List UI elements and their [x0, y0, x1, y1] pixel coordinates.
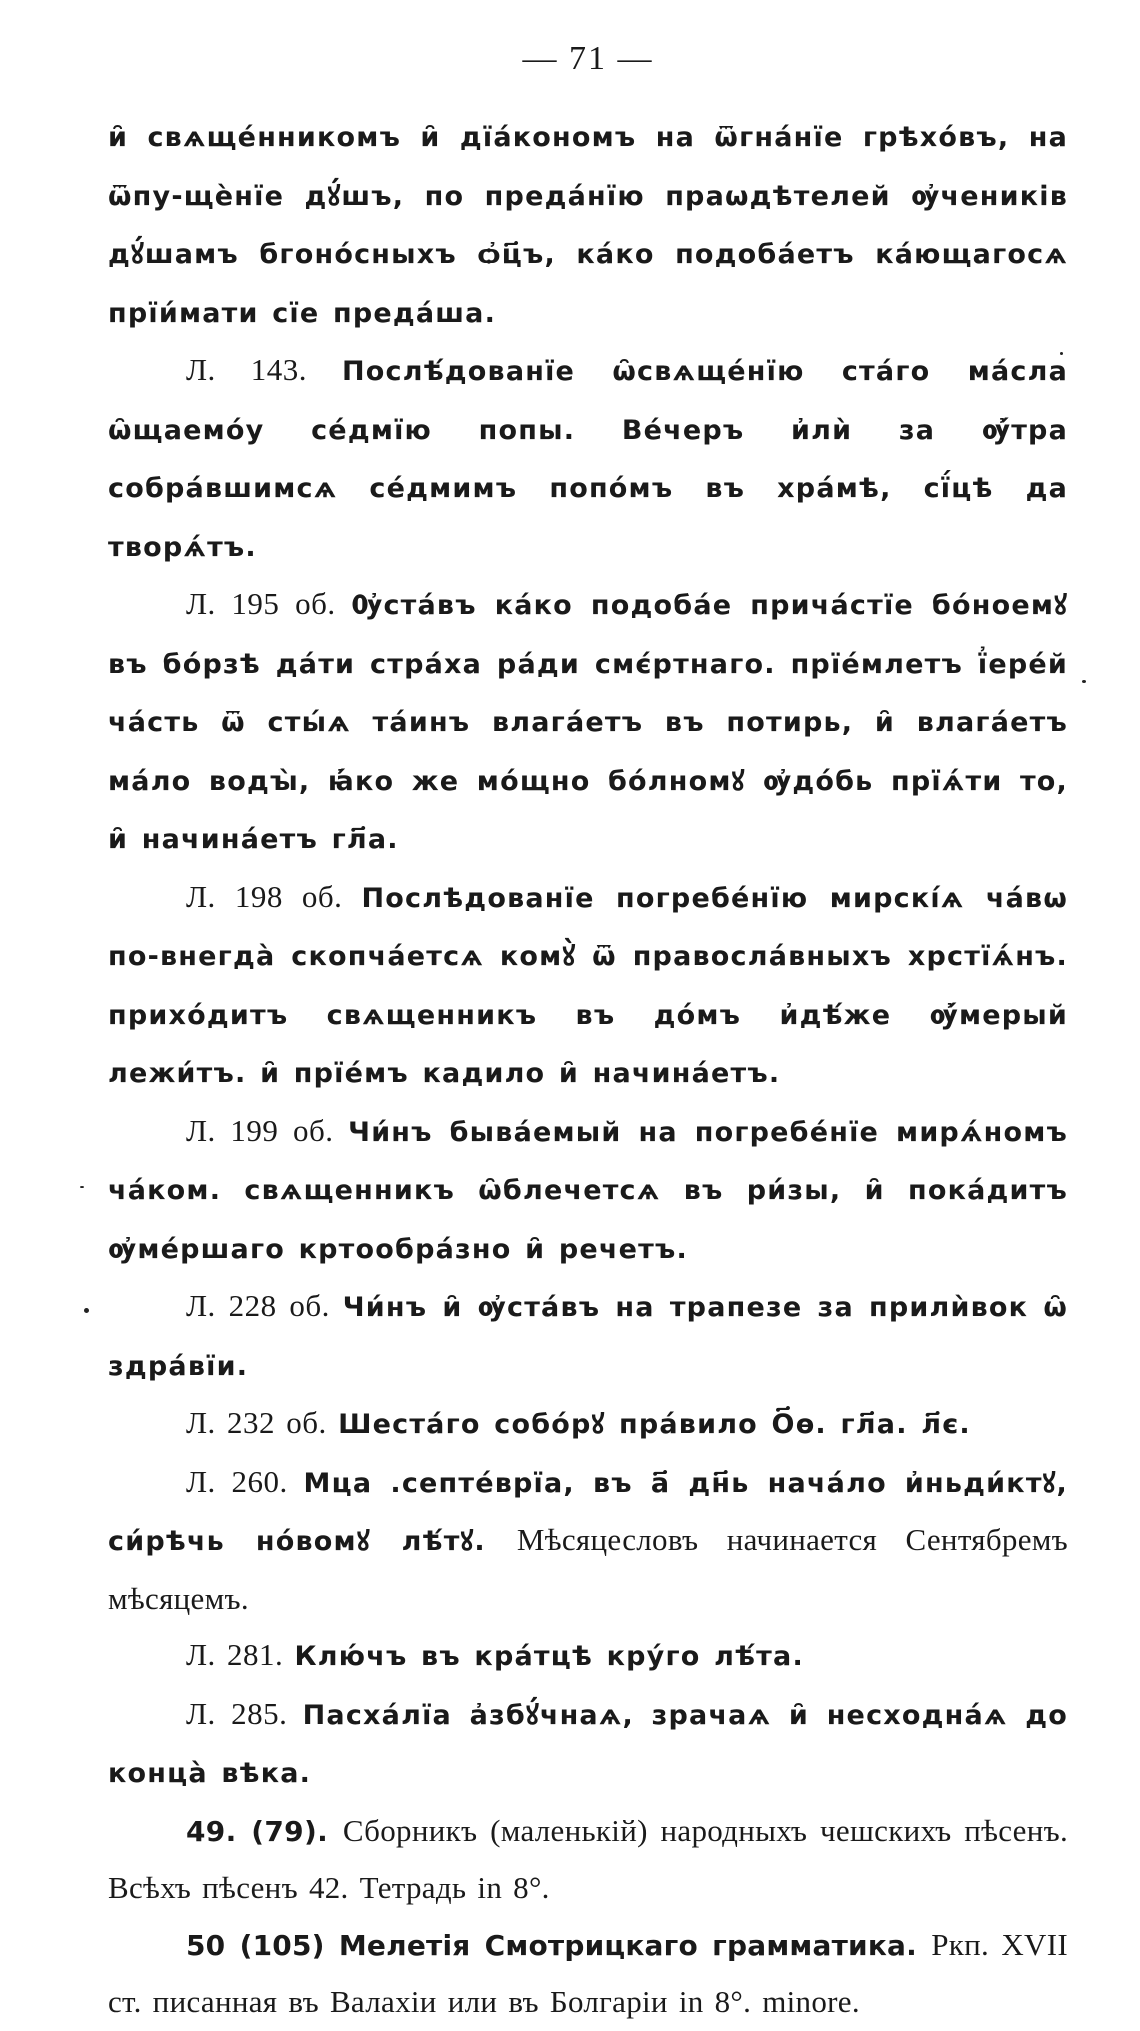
scan-speck [80, 1186, 84, 1188]
leaf-reference: Л. 195 об. [186, 586, 352, 621]
russian-text: Сборникъ (маленькій) народныхъ чешскихъ пѣсенъ. Всѣхъ пѣсенъ 42. Тетрадь in 8°. [108, 1812, 1068, 1905]
entry-leaf-281 [108, 1627, 1068, 1686]
paragraph-continuation [108, 108, 1068, 342]
catalog-entry-50 [108, 1917, 1068, 2031]
entry-leaf-228 [108, 1278, 1068, 1395]
leaf-reference: Л. 143. [186, 352, 342, 387]
slavonic-text: Ѹ҆ста́въ ка́ко подоба́е прича́стїе бо́ноемꙋ въ бо́рзѣ да́ти стра́ха ра́ди смє́ртнаго. прїе́млетъ ї҆ере́й ча́сть ѿ сты́ѧ та́инъ влага́етъ въ потирь, и̑ влага́етъ ма́ло водꙑ̀, ꙗ҆́ко же мо́щно бо́лномꙋ ѹ҆до́бь прїѧ́ти то, и̑ начина́етъ гл҃а. [108, 590, 1068, 855]
entry-leaf-198 [108, 869, 1068, 1103]
leaf-reference: Л. 228 об. [186, 1288, 343, 1323]
leaf-reference: Л. 285. [186, 1695, 303, 1731]
entry-leaf-285 [108, 1686, 1068, 1803]
russian-text: Ркп. XVII ст. писанная въ Валахіи или въ Болгаріи in 8°. minore. [108, 1926, 1068, 2019]
leaf-reference: Л. 260. [186, 1463, 304, 1499]
slavonic-text: Послѣдованїе погребе́нїю мирскі́ѧ ча́вѡ по-внегда̀ скопча́етсѧ комꙋ̀ ѿ правосла́вныхъ хрстїѧ́нъ. прихо́дитъ свѧщенникъ въ до́мъ и҆дѣ́же ѹ҆́мерый лежи́тъ. и̑ прїе́мъ кадило и̑ начина́етъ. [108, 882, 1068, 1089]
catalog-entry-49 [108, 1803, 1068, 1917]
entry-leaf-143 [108, 342, 1068, 576]
slavonic-text: Клю́чъ въ кра́тцѣ кру́го лѣ́та. [294, 1641, 804, 1672]
entry-leaf-232 [108, 1395, 1068, 1454]
scan-speck [1082, 680, 1086, 683]
slavonic-text: Шеста́го собо́рꙋ пра́вило О҃ѳ. гл҃а. л҃є. [338, 1409, 971, 1440]
slavonic-text: и̑ свѧще́нникомъ и̑ дїа́кономъ на ѿгна́нїе грѣхо́въ, на ѿпу-щѐнїе дꙋ́шъ, по преда́нїю праѡдѣтелей ѹ҆чеників дꙋ́шамъ бгоно́сныхъ ѻ҆ц҃ъ, ка́ко подоба́етъ ка́ющагосѧ прїи́мати сїе преда́ша. [108, 122, 1068, 329]
page-number: — 71 — [522, 40, 654, 77]
slavonic-text: Мца .септе́врїа, въ а҃ дн҃ь нача́ло и҆ньди́ктꙋ, си́рѣчь но́вомꙋ лѣ́тꙋ. [108, 1467, 1068, 1557]
leaf-reference: Л. 198 об. [186, 878, 362, 914]
document-page [108, 40, 1068, 2019]
leaf-reference: Л. 281. [186, 1637, 295, 1672]
scan-speck [1060, 352, 1063, 355]
leaf-reference: Л. 199 об. [186, 1112, 349, 1148]
entry-number: 49. (79). [186, 1814, 343, 1848]
russian-text: Мѣсяцесловъ начинается Сентябремъ мѣсяцемъ. [108, 1522, 1068, 1616]
slavonic-text: Чи́нъ быва́емый на погребе́нїе мирѧ́номъ ча́ком. свѧщенникъ ѡ̑блечетсѧ въ ри́зы, и̑ пока́дитъ ѹ҆ме́ршаго кртообра́зно и̑ речетъ. [108, 1116, 1068, 1265]
entry-title: 50 (105) Мелетія Смотрицкаго грамматика. [186, 1928, 932, 1962]
entry-leaf-199 [108, 1103, 1068, 1279]
slavonic-text: Чи́нъ и̑ ѹ҆ста́въ на трапезе за прилѝвок ѡ̑ здра́вїи. [108, 1292, 1068, 1382]
scan-speck [84, 1308, 89, 1313]
slavonic-text: Послѣ́дованїе ѡ̑свѧще́нїю ста́го ма́сла ѡ̑щаемо́у се́дмїю попы. Ве́черъ и҆лѝ за ѹ҆́тра собра́вшимсѧ се́дмимъ попо́мъ въ хра́мѣ, сї́цѣ да творѧ́тъ. [108, 356, 1068, 563]
slavonic-text: Пасха́лїа а҆збꙋ́чнаѧ, зрачаѧ и̑ несходна́ѧ до конца̀ вѣка. [108, 1699, 1068, 1789]
entry-leaf-260 [108, 1454, 1068, 1628]
leaf-reference: Л. 232 об. [186, 1405, 339, 1440]
entry-leaf-195 [108, 576, 1068, 869]
